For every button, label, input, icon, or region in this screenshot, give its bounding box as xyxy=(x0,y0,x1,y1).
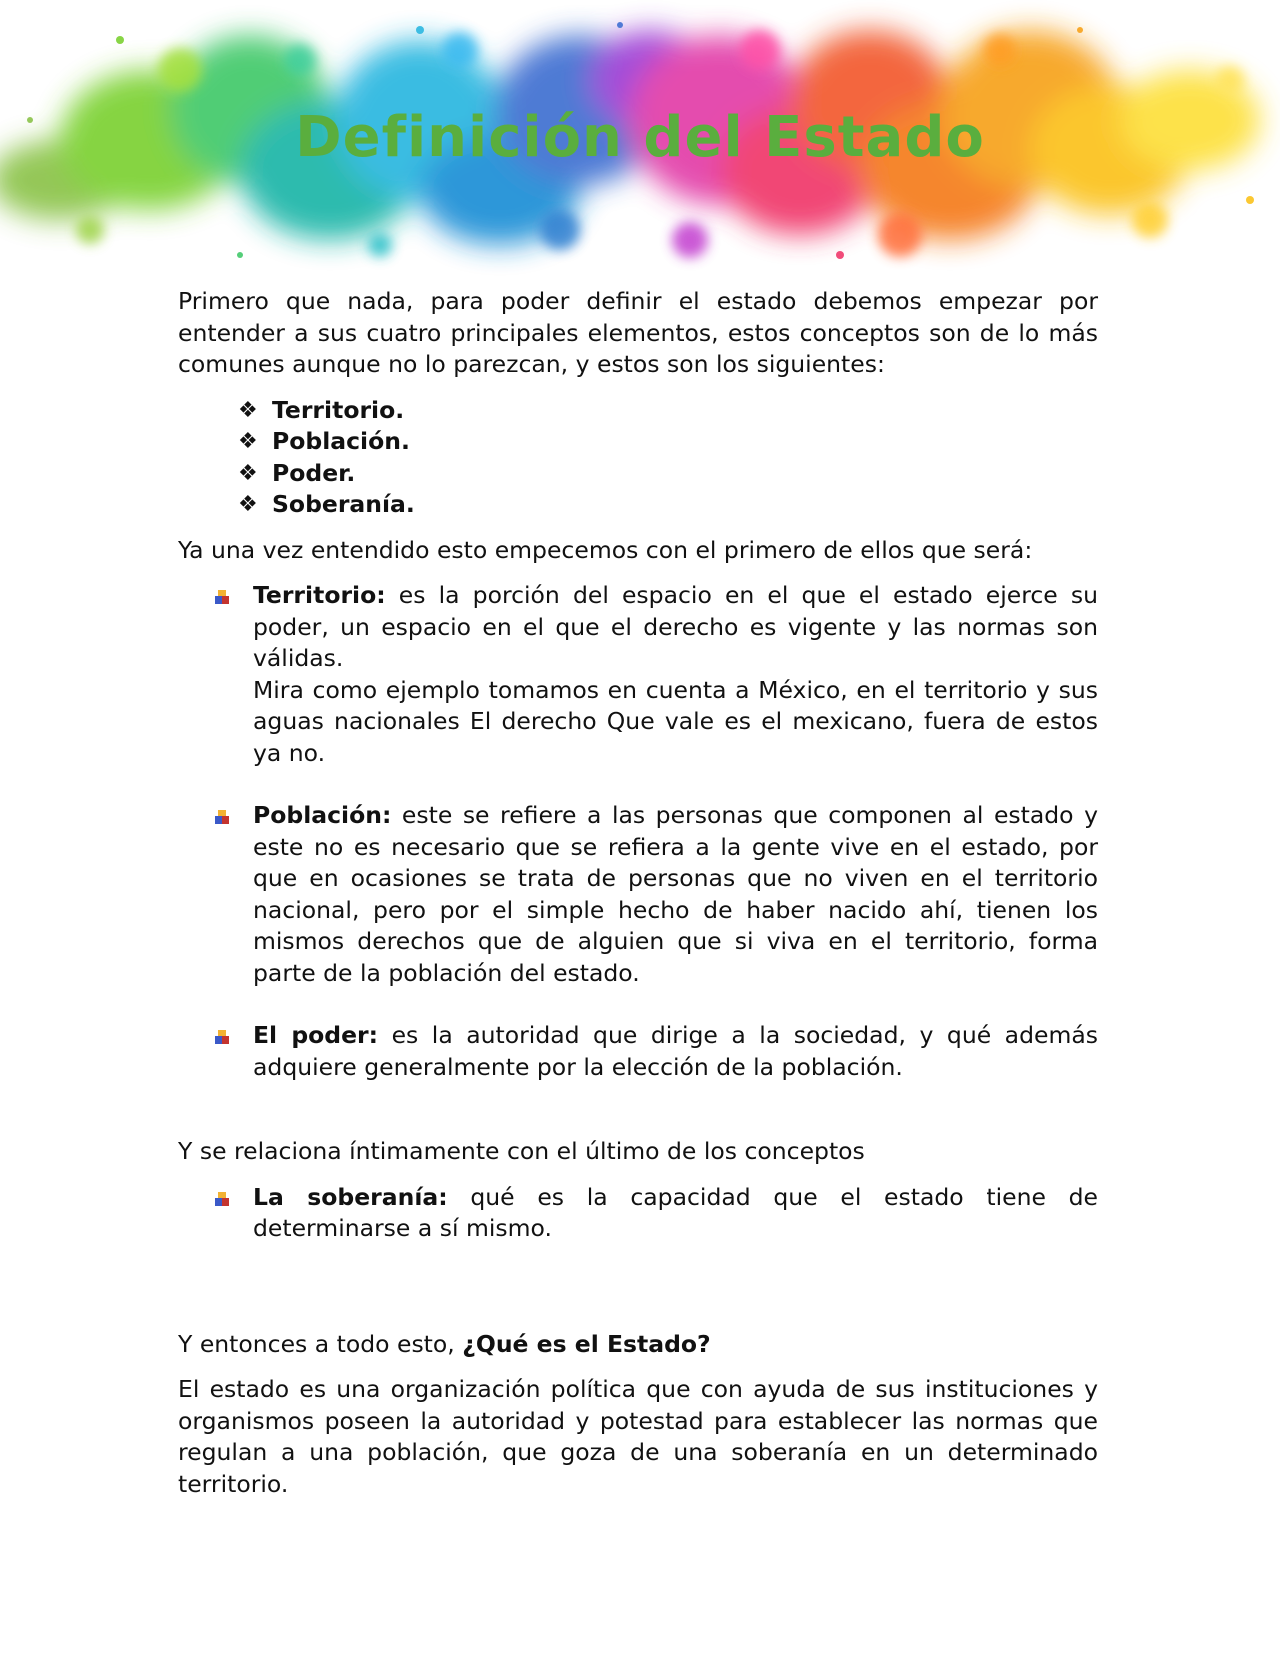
relation-paragraph: Y se relaciona íntimamente con el último de los conceptos xyxy=(178,1137,865,1165)
definition-term: Territorio: xyxy=(253,581,386,609)
color-square-bullet-icon xyxy=(215,1192,229,1206)
list-item: ❖ Soberanía. xyxy=(238,489,1098,521)
list-item: ❖ Territorio. xyxy=(238,395,1098,427)
spacer xyxy=(178,1245,1098,1276)
color-square-bullet-icon xyxy=(215,590,229,604)
definitions-list xyxy=(178,580,1098,1083)
sovereignty-list xyxy=(178,1182,1098,1245)
color-square-bullet-icon xyxy=(215,1030,229,1044)
question-paragraph xyxy=(178,1329,1098,1361)
diamond-four-icon: ❖ xyxy=(238,429,258,454)
definition-term: El poder: xyxy=(253,1021,379,1049)
definition-poder xyxy=(253,1020,1098,1083)
intro-paragraph: Primero que nada, para poder definir el estado debemos empezar por entender a sus cuatro principales elementos, estos conceptos son de lo más comunes aunque no lo parezcan, y estos son los siguientes: xyxy=(178,287,1098,378)
spacer xyxy=(178,1114,1098,1136)
spacer xyxy=(178,1307,1098,1329)
definition-example: Mira como ejemplo tomamos en cuenta a México, en el territorio y sus aguas nacionales El derecho Que vale es el mexicano, fuera de estos ya no. xyxy=(253,675,1098,767)
diamond-four-icon: ❖ xyxy=(238,397,258,423)
spacer xyxy=(253,989,1098,1020)
document-body xyxy=(178,286,1098,1500)
conclusion-paragraph: El estado es una organización política que con ayuda de sus instituciones y organismos poseen la autoridad y potestad para establecer las normas que regulan a una población, que goza de una soberanía en un determinado territorio. xyxy=(178,1375,1098,1498)
definition-text: qué es la capacidad que el estado tiene de determinarse a sí mismo. xyxy=(253,1182,1098,1242)
spacer xyxy=(178,1276,1098,1307)
page-title: Definición del Estado xyxy=(295,105,985,170)
definition-territorio xyxy=(253,580,1098,769)
question-heading: ¿Qué es el Estado? xyxy=(462,1329,711,1358)
definition-term: Población: xyxy=(253,801,392,829)
diamond-four-icon: ❖ xyxy=(238,460,258,486)
spacer xyxy=(178,1360,1098,1374)
definition-text: es la autoridad que dirige a la sociedad, y qué además adquiere generalmente por la elección de la población. xyxy=(253,1021,1098,1081)
elements-list xyxy=(178,395,1098,521)
list-item: ❖ Poder. xyxy=(238,458,1098,490)
color-square-bullet-icon xyxy=(215,810,229,824)
list-item: ❖ Población. xyxy=(238,426,1098,458)
spacer xyxy=(178,1083,1098,1114)
definition-text: es la porción del espacio en el que el estado ejerce su poder, un espacio en el que el derecho es vigente y las normas son válidas. xyxy=(253,581,1098,672)
question-lead: Y entonces a todo esto, xyxy=(178,1329,463,1358)
diamond-four-icon: ❖ xyxy=(238,492,258,517)
spacer xyxy=(253,769,1098,800)
definition-soberania xyxy=(253,1182,1098,1245)
definition-poblacion xyxy=(253,800,1098,989)
definition-text: este se refiere a las personas que componen al estado y este no es necesario que se refiera a la gente vive en el estado, por que en ocasiones se trata de personas que no viven en el territorio nacional, pero por el simple hecho de haber nacido ahí, tienen los mismos derechos que de alguien que si viva en el territorio, forma parte de la población del estado. xyxy=(253,801,1098,987)
transition-paragraph: Ya una vez entendido esto empecemos con el primero de ellos que será: xyxy=(178,535,1033,564)
definition-term: La soberanía: xyxy=(253,1182,448,1211)
